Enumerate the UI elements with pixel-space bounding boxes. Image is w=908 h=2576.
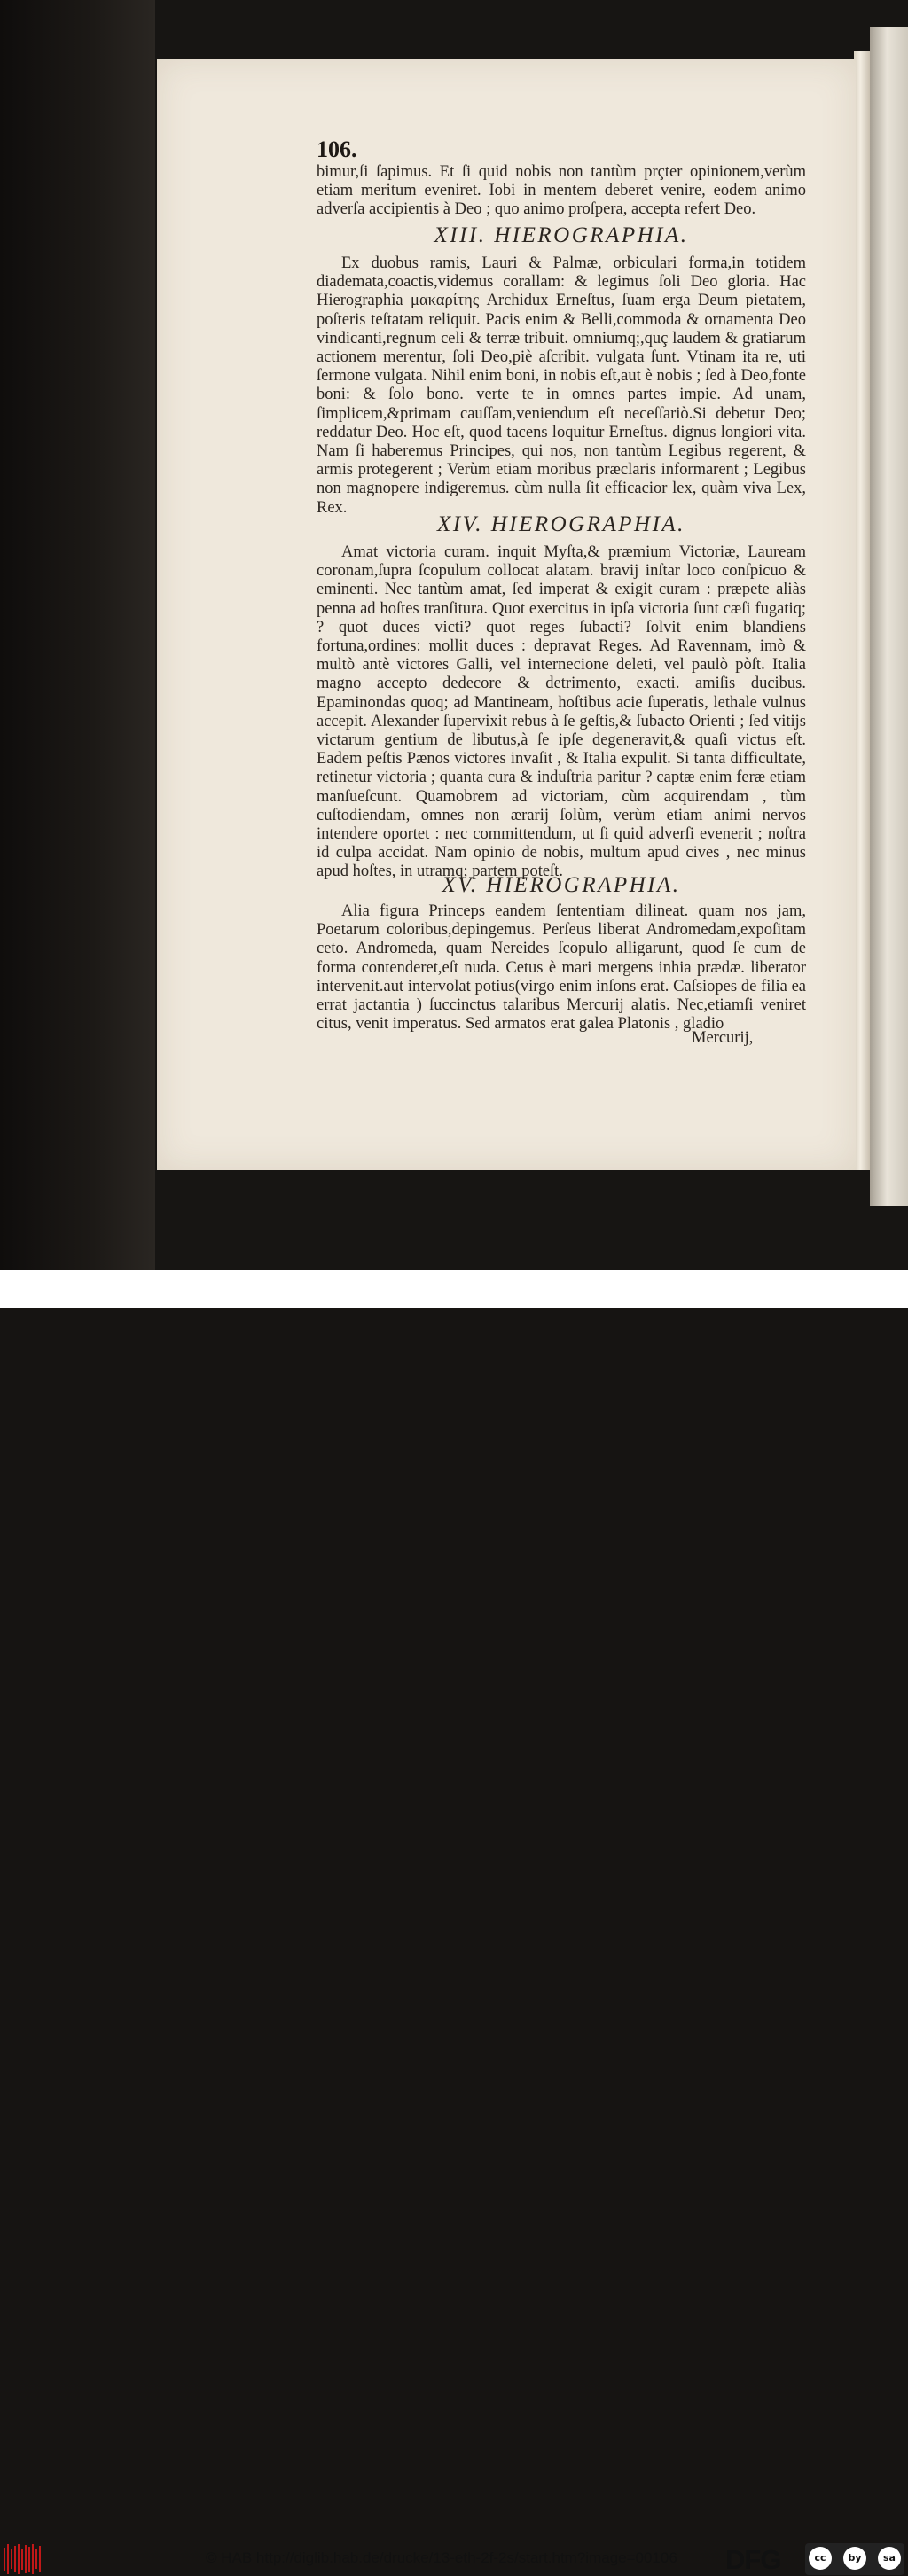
page-fold	[854, 51, 870, 1170]
page-number: 106.	[317, 137, 357, 162]
scan-viewer	[0, 0, 908, 1270]
by-icon: by	[843, 2547, 866, 2570]
binding-shadow	[0, 0, 155, 1270]
dfg-logo: DFG	[725, 2544, 781, 2575]
next-page-edge	[870, 27, 908, 1206]
cc-license-badge[interactable]	[805, 2543, 904, 2575]
section-xv	[317, 902, 806, 1034]
hab-barcode-icon	[4, 2544, 43, 2574]
section-xiv	[317, 543, 806, 882]
heading-xiv: XIV. HIEROGRAPHIA.	[437, 512, 685, 536]
section-xiv-text: Amat victoria curam. inquit Myſta,& præmium Victoriæ, Lauream coronam,ſupra ſcopulum collocat alatam. bravij inſtar loco conſpicuo & eminenti. Nec tantùm amat, ſed imperat & exigit curam : præpete aliàs penna ad hoſtes tranſitura. Quot exercitus in ipſa victoria ſunt cæſi fugatiq; ? quot duces victi? quot reges ſubacti? ſolvit enim blandiens fortuna,ordines: mollit duces : depravat Reges. Ad Ravennam, imò & multò antè victores Galli, vel internecione deleti, vel paulò pòſt. Italia magno accepto dedecore & detrimento, exacti. amiſis ducibus. Epaminondas quoq; ad Mantineam, hoſtibus acie ſuperatis, lethale vulnus accepit. Alexander ſupervixit rebus à ſe geſtis,& ſubacto Orienti ; ſed vitijs victarum gentium de libutus,à ſe ipſe degeneravit,& quaſi victus eſt. Eadem peſtis Pænos victores invaſit , & Italia expulit. Si tanta difficultate, retinetur victoria ; quanta cura & induſtria paritur ? captæ enim feræ etiam manſueſcunt. Quamobrem ad victoriam, cùm acquirendam , tùm cuſtodiendam, omnes non ærarij ſolùm, verùm etiam animi nervos intendere oportet : nec committendum, ut ſi quid adverſi evenerit ; noſtra id culpa accidat. Nam opinio de nobis, multum apud cives , nec minus apud hoſtes, in utramq; partem poteſt.	[317, 543, 806, 881]
section-xiii-text: Ex duobus ramis, Lauri & Palmæ, orbiculari forma,in totidem diademata,coactis,videmus corallam: & legimus ſoli Deo gloria. Hac Hierographia μακαρίτης Archidux Erneſtus, ſuam erga Deum pietatem, poſteris teſtatam reliquit. Pacis enim & Belli,commoda & ornamenta Deo vindicanti,regnum celi & terræ tribuit. omniumq;,quç laudem & gratiarum actionem merentur, ſoli Deo,piè aſcribit. vulgata ſunt. Vtinam ita re, uti ſermone vulgata. Nihil enim boni, in nobis eſt,aut è nobis ; ſed à Deo,fonte boni: & ſolo bono. verte te in omnes partes impie. Ad unam, ſimplicem,&primam cauſſam,veniendum eſt neceſſariò.Si debetur Deo; reddatur Deo. Hoc eſt, quod tacens loquitur Erneſtus. dignus longiori vita. Nam ſi haberemus Principes, qui nos, non tantùm Legibus regerent, & armis protegerent ; Verùm etiam moribus præclaris informarent ; Legibus non magnopere indigeremus. cùm nulla ſit efficacior lex, quàm viva Lex, Rex.	[317, 254, 806, 517]
heading-xv: XV. HIEROGRAPHIA.	[442, 873, 681, 897]
intro-paragraph	[317, 163, 806, 220]
cc-icon: cc	[809, 2547, 832, 2570]
sa-icon: sa	[878, 2547, 901, 2570]
intro-text: bimur,ſi ſapimus. Et ſi quid nobis non tantùm prçter opinionem,verùm etiam meritum eveniret. Iobi in mentem deberet venire, eodem animo adverſa accipientis à Deo ; quo animo proſpera, accepta refert Deo.	[317, 163, 806, 219]
catchword: Mercurij,	[692, 1029, 754, 1047]
citation-link[interactable]: © HAB http://diglib.hab.de/drucke/13-eth-2f-2s/start.htm?image=00106	[206, 2549, 677, 2566]
section-xv-text: Alia figura Princeps eandem ſententiam dilineat. quam nos jam, Poetarum coloribus,depingemus. Perſeus liberat Andromedam,expoſitam ceto. Andromeda, quam Nereides ſcopulo alligarunt, quod ſe cum de forma contenderet,eſt nuda. Cetus è mari mergens inhia prædæ. liberator intervenit.aut intervolat potius(virgo enim inſons erat. Caſsiopes de filia ea errat jactantia ) ſuccinctus talaribus Mercurij alatis. Nec,etiamſi veniret citus, venit imperatus. Sed armatos erat galea Platonis , gladio	[317, 902, 806, 1034]
footer-bar	[0, 1270, 908, 2575]
heading-xiii: XIII. HIEROGRAPHIA.	[434, 223, 689, 247]
section-xiii	[317, 254, 806, 518]
